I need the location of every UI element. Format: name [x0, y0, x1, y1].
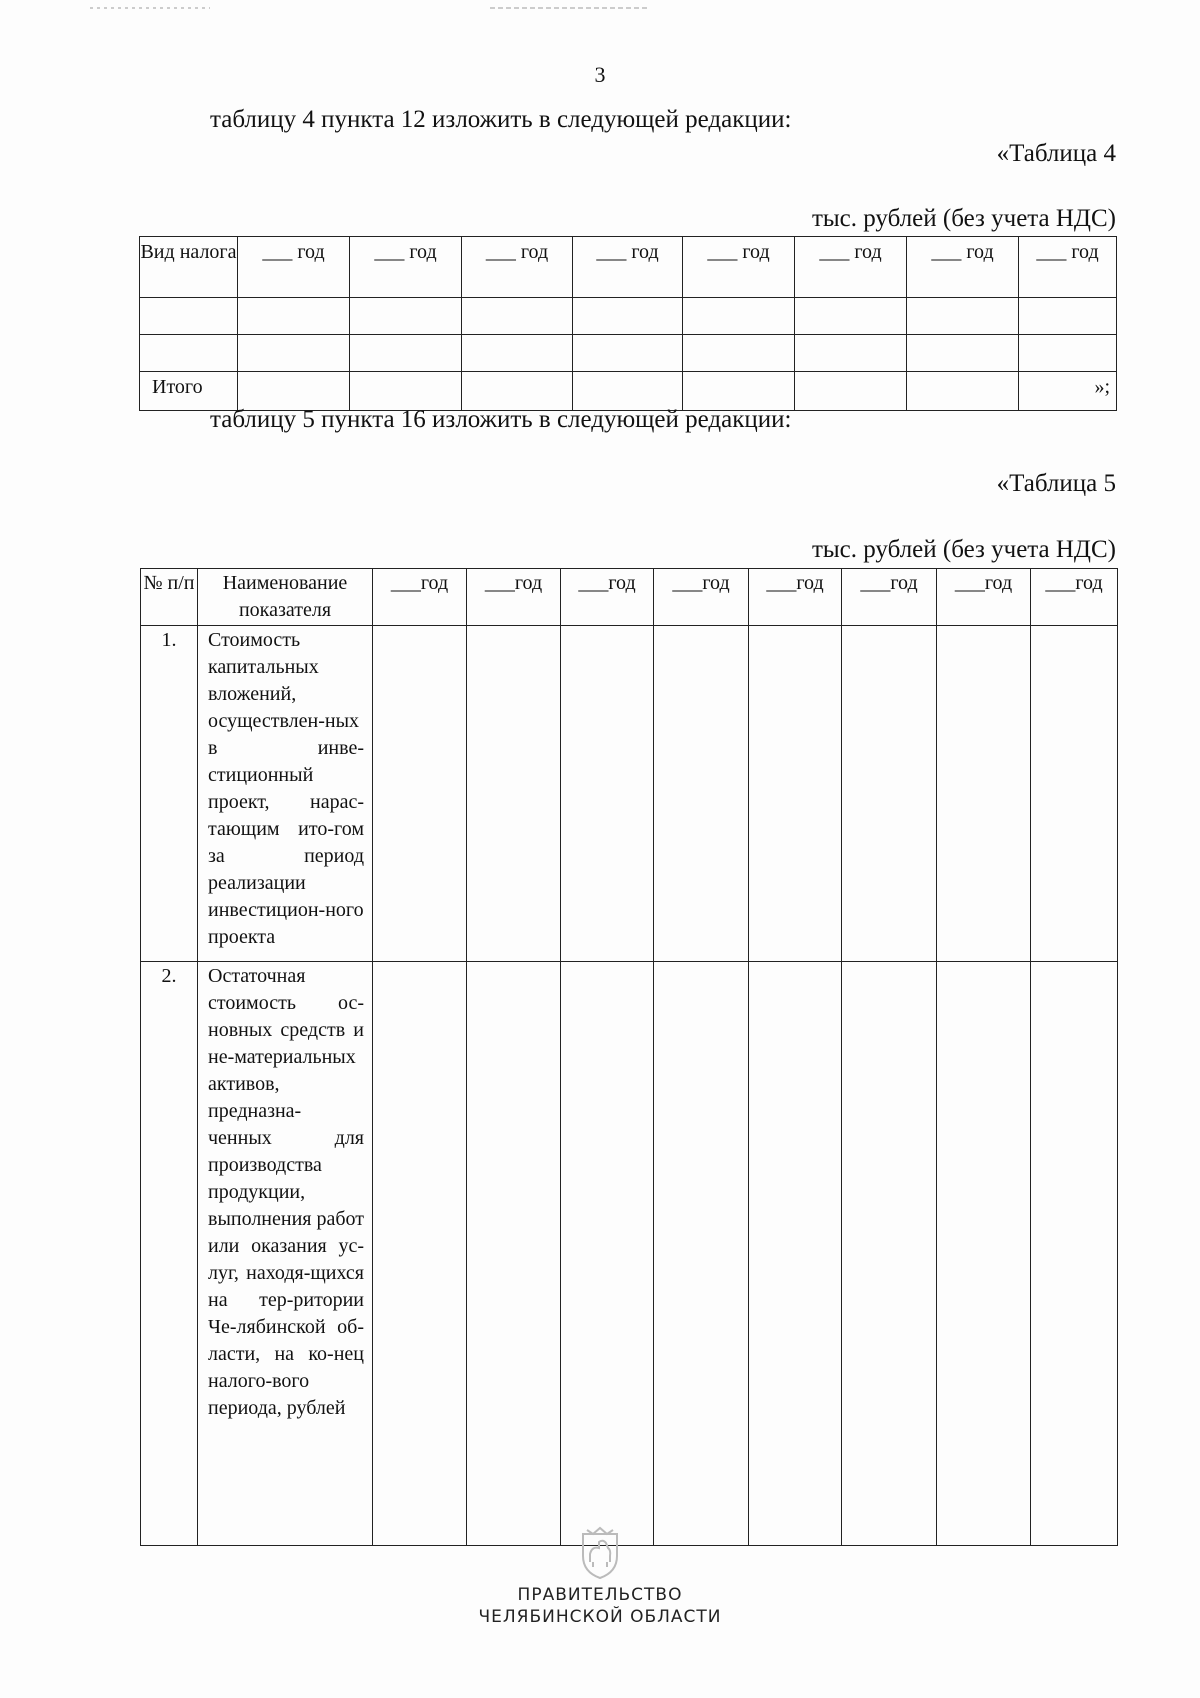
table-cell [373, 626, 467, 962]
table-cell [1019, 298, 1117, 335]
table-cell [795, 298, 907, 335]
table-row [141, 962, 1118, 1546]
table-cell [140, 335, 238, 372]
table-cell [140, 298, 238, 335]
table-cell [907, 335, 1019, 372]
table4-year-header: ___ год [238, 237, 350, 298]
table4-caption: «Таблица 4 [996, 140, 1116, 167]
table5-header-num: № п/п [141, 569, 198, 626]
table5-unit: тыс. рублей (без учета НДС) [811, 536, 1116, 563]
table-cell [795, 335, 907, 372]
indicator-name: Стоимость капитальных вложений, осуществлен-ных в инве-стиционный проект, нарас-тающим ито-гом за период реализации инвестицион-ного проекта [198, 626, 373, 962]
table4-year-header: ___ год [573, 237, 683, 298]
table4-year-header: ___ год [795, 237, 907, 298]
table4-unit: тыс. рублей (без учета НДС) [811, 205, 1116, 232]
table-cell [573, 298, 683, 335]
table-cell [561, 962, 654, 1546]
table4-header-tax-type: Вид налога [140, 237, 238, 298]
table-cell [573, 335, 683, 372]
table-cell [238, 372, 350, 411]
table5-year-header: ___год [654, 569, 749, 626]
table5-year-header: ___год [937, 569, 1031, 626]
table-cell [1031, 626, 1118, 962]
table-cell [1019, 335, 1117, 372]
table-cell [683, 335, 795, 372]
table-cell [907, 372, 1019, 411]
table-cell [561, 626, 654, 962]
table-cell [350, 335, 462, 372]
table-cell [937, 626, 1031, 962]
table4-total-label: Итого [140, 372, 238, 411]
table-cell [683, 298, 795, 335]
table-cell [350, 372, 462, 411]
footer-emblem [0, 1526, 1200, 1585]
table4 [139, 236, 1117, 411]
table4-closing-quote: »; [1019, 372, 1117, 411]
table-cell [937, 962, 1031, 1546]
table-row [140, 335, 1117, 372]
table-cell [842, 626, 937, 962]
table5-year-header: ___год [373, 569, 467, 626]
table-cell [238, 335, 350, 372]
table-cell [238, 298, 350, 335]
table5-caption: «Таблица 5 [996, 470, 1116, 497]
table4-year-header: ___ год [350, 237, 462, 298]
table4-year-header: ___ год [1019, 237, 1117, 298]
table-cell [350, 298, 462, 335]
page-number: 3 [594, 62, 606, 87]
government-name-line2: ЧЕЛЯБИНСКОЙ ОБЛАСТИ [478, 1607, 722, 1627]
table-cell [573, 372, 683, 411]
government-name [0, 1584, 1200, 1628]
table4-year-header: ___ год [462, 237, 573, 298]
table4-header-row [140, 237, 1117, 298]
table4-total-row [140, 372, 1117, 411]
table-cell [467, 962, 561, 1546]
scan-artifact [90, 4, 650, 12]
row-number: 2. [141, 962, 198, 1546]
table5-year-header: ___год [467, 569, 561, 626]
table-cell [373, 962, 467, 1546]
table-cell [467, 626, 561, 962]
table-cell [462, 335, 573, 372]
table5-year-header: ___год [749, 569, 842, 626]
indicator-name: Остаточная стоимость ос-новных средств и не-материальных активов, предназна-ченных для производства продукции, выполнения работ или оказания ус-луг, находя-щихся на тер-ритории Че-лябинской об-ласти, на ко-нец налого-вого периода, рублей [198, 962, 373, 1546]
table5 [140, 568, 1118, 1546]
table4-year-header: ___ год [683, 237, 795, 298]
table5-header-row [141, 569, 1118, 626]
table5-intro: таблицу 5 пункта 16 изложить в следующей редакции: [210, 406, 792, 433]
table-cell [749, 962, 842, 1546]
table5-year-header: ___год [842, 569, 937, 626]
table5-year-header: ___год [1031, 569, 1118, 626]
table-cell [842, 962, 937, 1546]
table4-year-header: ___ год [907, 237, 1019, 298]
table-cell [795, 372, 907, 411]
table-cell [1031, 962, 1118, 1546]
table-row [141, 626, 1118, 962]
table-cell [907, 298, 1019, 335]
table-cell [749, 626, 842, 962]
table4-intro: таблицу 4 пункта 12 изложить в следующей редакции: [210, 106, 792, 133]
government-name-line1: ПРАВИТЕЛЬСТВО [517, 1585, 683, 1605]
table-row [140, 298, 1117, 335]
table-cell [654, 626, 749, 962]
table-cell [462, 298, 573, 335]
table-cell [683, 372, 795, 411]
table5-year-header: ___год [561, 569, 654, 626]
table-cell [462, 372, 573, 411]
chelyabinsk-coat-of-arms-icon [577, 1526, 623, 1580]
table5-header-name: Наименование показателя [198, 569, 373, 626]
table-cell [654, 962, 749, 1546]
row-number: 1. [141, 626, 198, 962]
